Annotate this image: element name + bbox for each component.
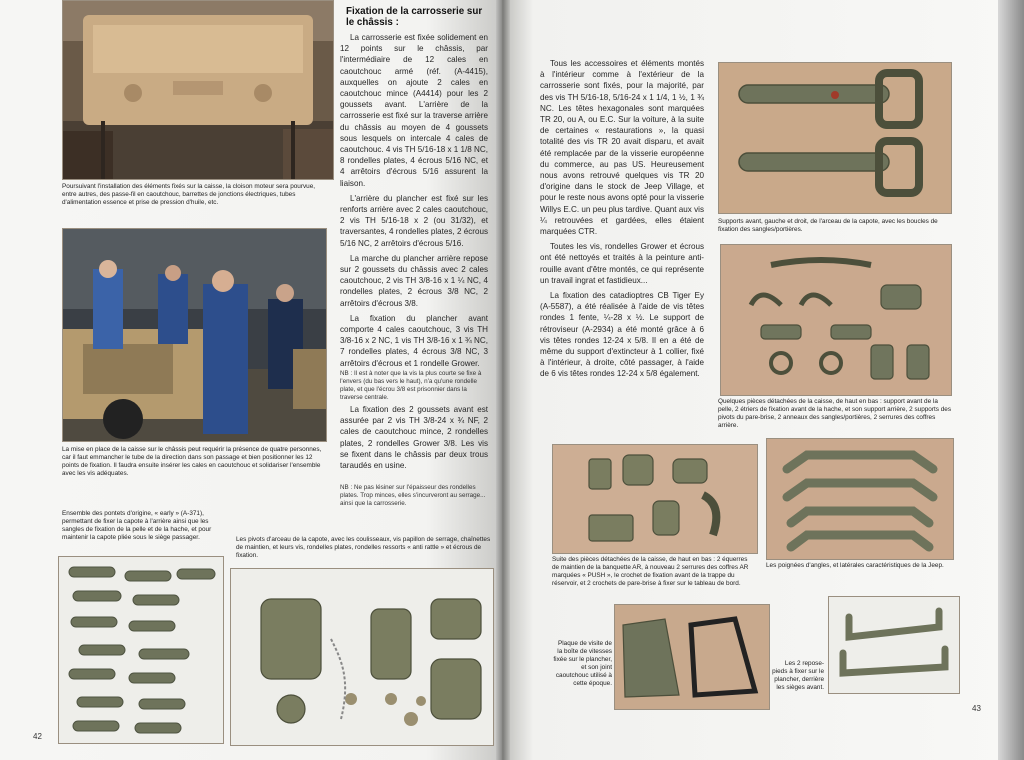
right-page xyxy=(502,0,1024,760)
left-body-text-2 xyxy=(340,404,488,475)
page-number-right: 43 xyxy=(972,704,981,713)
caption-photo-c: Suite des pièces détachées de la caisse, de haut en bas : 2 équerres de maintien de la banquette AR, à nouveau 2 serrures des coffres AR marquées « PUSH », le crochet de fixation avant de la trappe du réservoir, et 2 crochets de pare-brise à fixer sur le tableau de bord. xyxy=(552,556,749,587)
caption-photo-3: Ensemble des pontets d'origine, « early » (A-371), permettant de fixer la capote à l'arrière ainsi que les sangles de fixation de la pelle et de la hache, et pour maintenir la capote pliée sous le siège passager. xyxy=(62,510,212,541)
caption-photo-a: Supports avant, gauche et droit, de l'arceau de la capote, avec les boucles de fixation des sangles/portières. xyxy=(718,218,938,233)
photo-pontets xyxy=(58,556,224,744)
photo-suite-pieces xyxy=(552,444,758,554)
paragraph: La fixation du plancher avant comporte 4 cales caoutchouc, 3 vis TH 3/8-16 x 2 NC, 1 vis TH 3/8-16 x 1 ¾ NC, 7 rondelles plates, 4 écrous 3/8 NC, 3 arrêtoirs d'écrous et 1 rondelle Grower. xyxy=(340,313,488,368)
photo-pivots xyxy=(230,568,494,746)
caption-photo-e: Plaque de visite de la boîte de vitesses fixée sur le plancher, et son joint caoutchouc utilisé à cette époque. xyxy=(553,640,612,687)
note-2: NB : Ne pas lésiner sur l'épaisseur des rondelles plates. Trop minces, elles s'incurveront au serrage... ainsi que la carrosserie. xyxy=(340,484,486,507)
photo-pieces-caisse xyxy=(720,244,952,396)
caption-photo-1: Poursuivant l'installation des éléments fixés sur la caisse, la cloison moteur sera pourvue, entre autres, des passe-fil en caoutchouc, barrettes de jonctions électriques, tubes d'alimentation essence et prise de pression d'huile, etc. xyxy=(62,183,316,206)
page-number-left: 42 xyxy=(33,732,42,741)
right-body-text xyxy=(540,58,704,384)
paragraph: Tous les accessoires et éléments montés à l'intérieur comme à l'extérieur de la carrosserie sont fixés, pour la majorité, par des vis TH 5/16-18, 5/16-24 x 1 1/4, 1 ½, 1 ¾ NC. Les têtes hexagonales sont marquées TR 20, ou A, ou E.C. Sur la voiture, à la suite de certaines « restaurations », la quasi totalité des vis TR 20 avait disparu, et avait été remplacée par de la visserie européenne du commerce, au pas US. Heureusement nous avons retrouvé quelques vis TR 20 d'origine dans le stock de Jeep Village, et pour le reste nous avons opté pour la visserie Willys E.C. un peu plus tardive. Quant aux vis ¼ retrouvées et gardées, elles étaient marquées CTR. xyxy=(540,59,704,237)
photo-supports-arceau xyxy=(718,62,952,214)
paragraph: La carrosserie est fixée solidement en 12 points sur le châssis, par l'intermédiaire de 12 cales en caoutchouc armé (réf. (A-4415), auxquelles on ajoute 2 cales en caoutchouc mince (A4414) pour les 2 goussets avant. L'arrière de la carrosserie est fixé sur la traverse arrière du châssis au moyen de 4 goussets sous lesquels on intercale 4 cales de caoutchouc. 4 vis TH 5/16-18 x 1 1/8 NC, 8 rondelles plates, 4 écrous 5/16 NC, et 4 arrêtoirs d'écrous 5/16 assurent la liaison. xyxy=(340,33,488,188)
paragraph: La marche du plancher arrière repose sur 2 goussets du châssis avec 2 cales caoutchouc, 2 vis TH 3/8-16 x 1 ¼ NC, 4 rondelles plates, 2 écrous 3/8 NC, 2 arrêtoirs d'écrous 3/8. xyxy=(340,253,488,308)
paragraph: Toutes les vis, rondelles Grower et écrous ont été nettoyés et traités à la peinture anti-rouille avant d'être montés, ce qui représente un travail ingrat et fastidieux... xyxy=(540,242,704,285)
caption-photo-4: Les pivots d'arceau de la capote, avec les coulisseaux, vis papillon de serrage, chaînettes de maintien, et leurs vis, rondelles plates, rondelles ressorts « anti rattle » et écrous de fixation. xyxy=(236,536,491,559)
photo-poignees xyxy=(766,438,954,560)
left-page xyxy=(0,0,502,760)
note-1: NB : Il est à noter que la vis la plus courte se fixe à l'envers (du bas vers le haut), n'a qu'une rondelle plate, et que l'écrou 3/8 est prisonnier dans la traverse centrale. xyxy=(340,370,482,401)
caption-photo-f: Les 2 repose-pieds à fixer sur le plancher, derrière les sièges avant. xyxy=(772,660,824,691)
photo-workshop xyxy=(62,228,327,442)
paragraph: L'arrière du plancher est fixé sur les renforts arrière avec 2 cales caoutchouc, 2 vis TH 5/16-18 x 2 (ou 31/32), et traversantes, 4 rondelles plates, 2 écrous 5/16 NC, 2 arrêtoirs d'écrous 5/16. xyxy=(340,193,489,248)
photo-repose-pieds xyxy=(828,596,960,694)
page-edge xyxy=(998,0,1024,760)
caption-photo-b: Quelques pièces détachées de la caisse, de haut en bas : support avant de la pelle, 2 étriers de fixation avant de la hache, et son support arrière, 2 supports des pivots du pare-brise, 2 anneaux des sangles/portières, 2 serrures des coffres arrière. xyxy=(718,398,952,429)
photo-firewall xyxy=(62,0,334,180)
photo-plaque-visite xyxy=(614,604,770,710)
caption-photo-d: Les poignées d'angles, et latérales caractéristiques de la Jeep. xyxy=(766,562,944,569)
paragraph: La fixation des catadioptres CB Tiger Ey (A-5587), a été réalisée à l'aide de vis têtes rondes 1 fente, ¼-28 x ½. Le support de rétroviseur (A-2934) a été monté grâce à 6 vis têtes rondes 12-24 x 5/8. Il en a été de même du support d'extincteur à 1 collier, fixé à l'intérieur, à droite, côté passager, à l'aide de 6 vis têtes rondes 12-24 x 5/8 également. xyxy=(540,291,704,379)
caption-photo-2: La mise en place de la caisse sur le châssis peut requérir la présence de quatre personnes, car il faut emmancher le tube de la direction dans son passage et bien positionner les 12 points de fixation. Il faudra ensuite insérer les cales en caoutchouc et solidariser l'ensemble avec les vis adéquates. xyxy=(62,446,322,477)
left-body-text xyxy=(340,32,488,373)
book-gutter xyxy=(496,0,510,760)
section-heading: Fixation de la carrosserie sur le châssis : xyxy=(346,6,483,28)
paragraph: La fixation des 2 goussets avant est assurée par 2 vis TH 3/8-24 x ¾ NF, 2 cales de caoutchouc mince, 2 rondelles plates, 2 rondelles Grower 3/8. Les vis se fixent dans le châssis par deux trous taraudés en usine. xyxy=(340,405,488,471)
